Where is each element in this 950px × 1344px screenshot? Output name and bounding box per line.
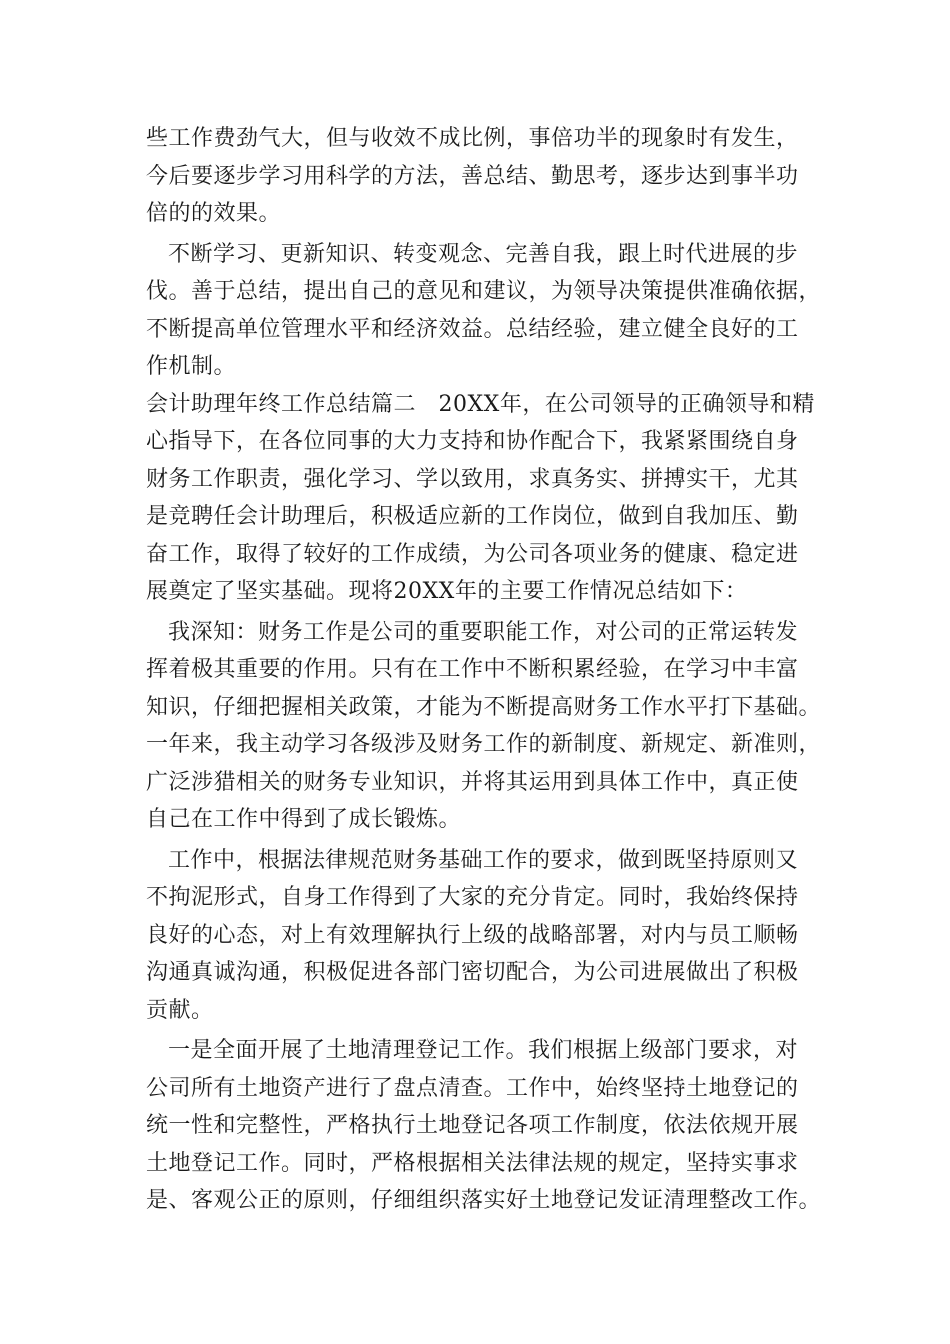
- document-body: [146, 120, 826, 1220]
- text-line: 作机制。: [146, 354, 237, 379]
- text-line: 倍的的效果。: [146, 201, 282, 226]
- text-line: 财务工作职责，强化学习、学以致用，求真务实、拼搏实干，尤其: [146, 466, 799, 492]
- text-line: 挥着极其重要的作用。只有在工作中不断积累经验，在学习中丰富: [146, 657, 799, 682]
- paragraph-4: [146, 614, 826, 839]
- paragraph-5: [146, 842, 826, 1030]
- text-line: 今后要逐步学习用科学的方法，善总结、勤思考，逐步达到事半功: [146, 163, 799, 189]
- text-line: 心指导下，在各位同事的大力支持和协作配合下，我紧紧围绕自身: [146, 429, 799, 454]
- text-line: 一年来，我主动学习各级涉及财务工作的新制度、新规定、新准则，: [146, 732, 822, 757]
- text-line: 不拘泥形式，自身工作得到了大家的充分肯定。同时，我始终保持: [146, 885, 799, 910]
- text-line: 我深知：财务工作是公司的重要职能工作，对公司的正常运转发: [168, 619, 799, 645]
- text-line: 伐。善于总结，提出自己的意见和建议，为领导决策提供准确依据，: [146, 279, 822, 304]
- paragraph-3: [146, 386, 826, 611]
- section-heading-line: 会计助理年终工作总结篇二 20XX年，在公司领导的正确领导和精: [146, 391, 815, 417]
- text-line: 广泛涉猎相关的财务专业知识，并将其运用到具体工作中，真正使: [146, 769, 799, 795]
- text-line: 一是全面开展了土地清理登记工作。我们根据上级部门要求，对: [168, 1038, 799, 1063]
- text-line: 统一性和完整性，严格执行土地登记各项工作制度，依法依规开展: [146, 1113, 799, 1138]
- paragraph-1: [146, 120, 826, 233]
- text-line: 知识，仔细把握相关政策，才能为不断提高财务工作水平打下基础。: [146, 694, 822, 720]
- paragraph-6: [146, 1032, 826, 1220]
- text-line: 公司所有土地资产进行了盘点清查。工作中，始终坚持土地登记的: [146, 1075, 799, 1101]
- text-line: 是、客观公正的原则，仔细组织落实好土地登记发证清理整改工作。: [146, 1188, 822, 1213]
- text-line: 自己在工作中得到了成长锻炼。: [146, 807, 462, 832]
- text-line: 沟通真诚沟通，积极促进各部门密切配合，为公司进展做出了积极: [146, 960, 799, 985]
- text-line: 良好的心态，对上有效理解执行上级的战略部署，对内与员工顺畅: [146, 922, 799, 948]
- text-line: 些工作费劲气大，但与收效不成比例，事倍功半的现象时有发生，: [146, 126, 799, 151]
- paragraph-2: [146, 236, 826, 386]
- text-line: 奋工作，取得了较好的工作成绩，为公司各项业务的健康、稳定进: [146, 541, 799, 567]
- text-line: 土地登记工作。同时，严格根据相关法律法规的规定，坚持实事求: [146, 1150, 799, 1176]
- text-line: 不断提高单位管理水平和经济效益。总结经验，建立健全良好的工: [146, 316, 799, 342]
- text-line: 是竞聘任会计助理后，积极适应新的工作岗位，做到自我加压、勤: [146, 504, 799, 529]
- text-line: 展奠定了坚实基础。现将20XX年的主要工作情况总结如下：: [146, 579, 748, 604]
- text-line: 工作中，根据法律规范财务基础工作的要求，做到既坚持原则又: [168, 847, 799, 873]
- text-line: 贡献。: [146, 997, 214, 1023]
- text-line: 不断学习、更新知识、转变观念、完善自我，跟上时代进展的步: [168, 241, 799, 267]
